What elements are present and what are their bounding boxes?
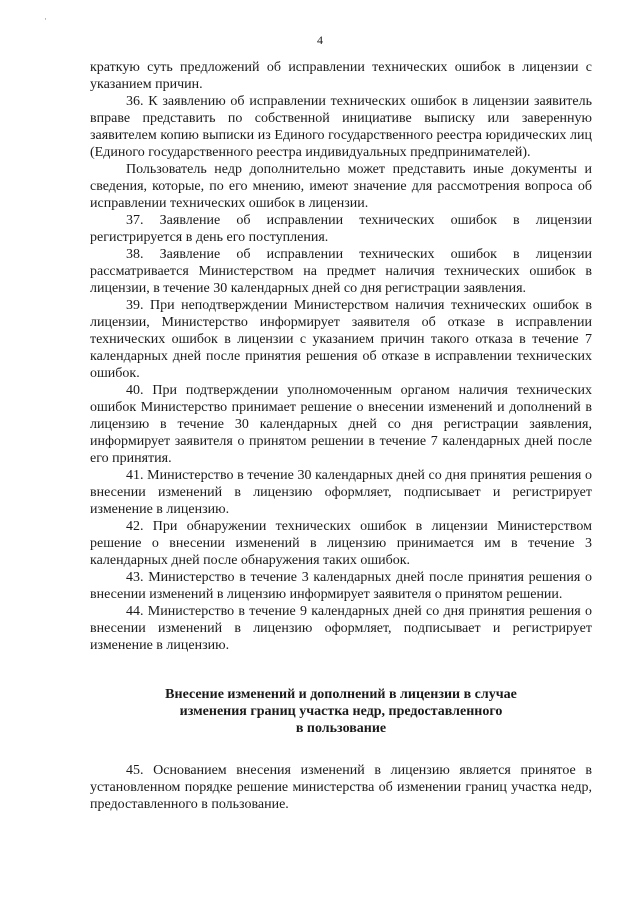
section-heading: [90, 686, 592, 737]
paragraph-37: 37. Заявление об исправлении технических ошибок в лицензии регистрируется в день его поступления.: [90, 213, 592, 245]
section-heading-line-1: Внесение изменений и дополнений в лицензии в случае: [165, 687, 517, 702]
section-heading-line-3: в пользование: [295, 721, 387, 736]
paragraph-38: 38. Заявление об исправлении технических ошибок в лицензии рассматривается Министерством на предмет наличия технических ошибок в лицензии, в течение 30 календарных дней со дня регистрации заявления.: [90, 247, 592, 296]
paragraph-44: 44. Министерство в течение 9 календарных дней со дня принятия решения о внесении изменений в лицензию оформляет, подписывает и регистрирует изменение в лицензию.: [90, 604, 592, 653]
paragraph-additional-documents: Пользователь недр дополнительно может представить иные документы и сведения, которые, по его мнению, имеют значение для рассмотрения вопроса об исправлении технических ошибок в лицензии.: [90, 162, 592, 211]
page-number: 4: [317, 33, 323, 47]
paragraph-45: 45. Основанием внесения изменений в лицензию является принятое в установленном порядке решение министерства об изменении границ участка недр, предоставленного в пользование.: [90, 763, 592, 812]
paragraph-39: 39. При неподтверждении Министерством наличия технических ошибок в лицензии, Министерство информирует заявителя об отказе в исправлении технических ошибок в лицензии с указанием причин такого отказа в течение 7 календарных дней после принятия решения об отказе в исправлении технических ошибок.: [90, 298, 592, 381]
paragraph-40: 40. При подтверждении уполномоченным органом наличия технических ошибок Министерство принимает решение о внесении изменений и дополнений в лицензию в течение 30 календарных дней со дня регистрации заявления, информирует заявителя о принятом решении в течение 7 календарных дней после его принятия.: [90, 383, 592, 466]
scan-mark: ·: [44, 14, 47, 24]
page-body: [90, 59, 592, 813]
paragraph-continued: краткую суть предложений об исправлении технических ошибок в лицензии с указанием причин.: [90, 60, 592, 92]
paragraph-36: 36. К заявлению об исправлении технических ошибок в лицензии заявитель вправе представить по собственной инициативе выписку или заверенную заявителем копию выписки из Единого государственного реестра юридических лиц (Единого государственного реестра индивидуальных предпринимателей).: [90, 94, 592, 160]
section-heading-line-2: изменения границ участка недр, предоставленного: [179, 704, 503, 719]
paragraph-42: 42. При обнаружении технических ошибок в лицензии Министерством решение о внесении изменений в лицензию принимается им в течение 3 календарных дней после обнаружения таких ошибок.: [90, 519, 592, 568]
paragraph-41: 41. Министерство в течение 30 календарных дней со дня принятия решения о внесении изменений в лицензию оформляет, подписывает и регистрирует изменение в лицензию.: [90, 468, 592, 517]
paragraph-43: 43. Министерство в течение 3 календарных дней после принятия решения о внесении изменений в лицензию информирует заявителя о принятом решении.: [90, 570, 592, 602]
